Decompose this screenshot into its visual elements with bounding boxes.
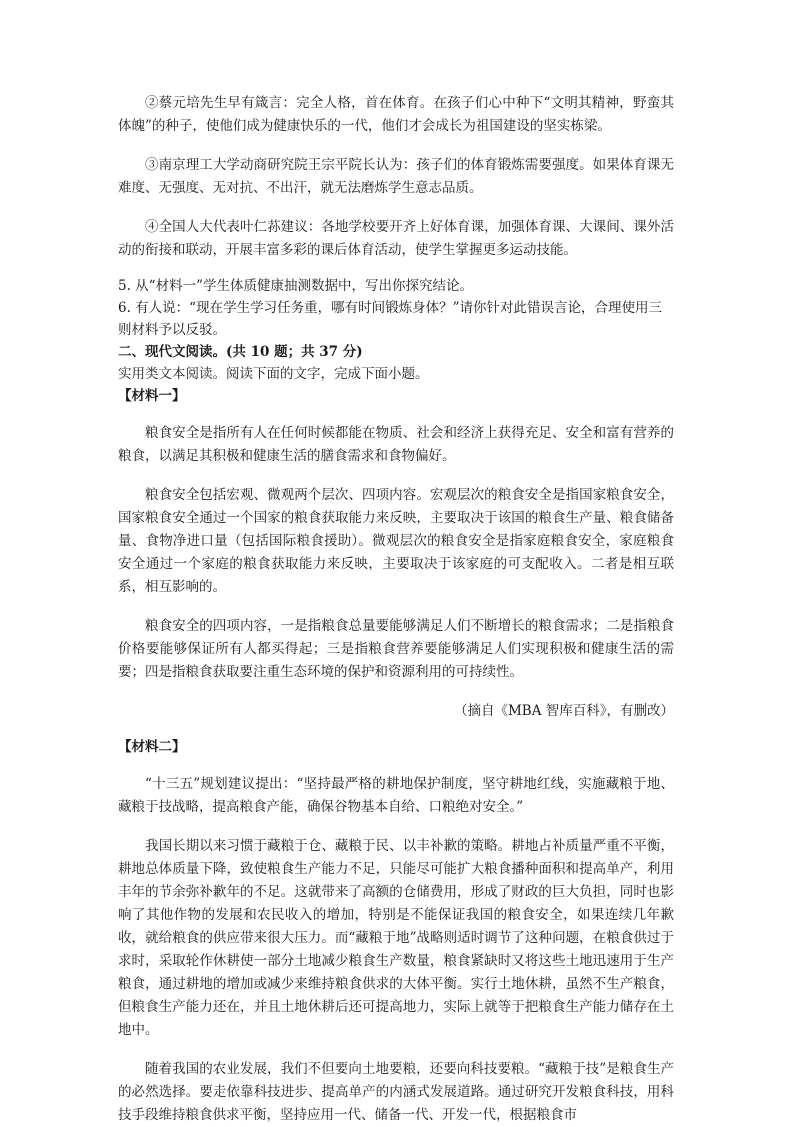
- question-6: 6. 有人说：“现在学生学习任务重，哪有时间锻炼身体？”请你针对此错误言论，合理使用三则材料予以反驳。: [118, 300, 662, 338]
- material2-paragraph-1: “十三五”规划建议提出：“坚持最严格的耕地保护制度，坚守耕地红线，实施藏粮于地、藏粮于技战略，提高粮食产能，确保谷物基本自给、口粮绝对安全。”: [118, 776, 674, 815]
- material-item-4: ④全国人大代表叶仁荪建议：各地学校要开齐上好体育课，加强体育课、大课间、课外活动的衔接和联动，开展丰富多彩的课后体育活动，使学生掌握更多运动技能。: [118, 219, 674, 258]
- material-item-2: ②蔡元培先生早有箴言：完全人格，首在体育。在孩子们心中种下“文明其精神，野蛮其体魄”的种子，使他们成为健康快乐的一代，他们才会成长为祖国建设的坚实栋梁。: [118, 95, 674, 134]
- document-page: [118, 92, 674, 1127]
- material2-title: 【材料二】: [118, 739, 186, 755]
- material1-paragraph-2: 粮食安全包括宏观、微观两个层次、四项内容。宏观层次的粮食安全是指国家粮食安全，国家粮食安全通过一个国家的粮食获取能力来反映，主要取决于该国的粮食生产量、粮食储备量、食物净进口量（包括国际粮食援助）。微观层次的粮食安全是指家庭粮食安全，家庭粮食安全通过一个家庭的粮食获取能力来反映，主要取决于该家庭的可支配收入。二者是相互联系，相互影响的。: [118, 487, 674, 595]
- material1-source: （摘自《MBA 智库百科》，有删改）: [453, 703, 674, 719]
- section-heading: 二、现代文阅读。(共 10 题；共 37 分): [118, 344, 363, 360]
- material-item-3: ③南京理工大学动商研究院王宗平院长认为：孩子们的体育锻炼需要强度。如果体育课无难度、无强度、无对抗、不出汗，就无法磨炼学生意志品质。: [118, 157, 674, 196]
- material1-paragraph-1: 粮食安全是指所有人在任何时候都能在物质、社会和经济上获得充足、安全和富有营养的粮食，以满足其积极和健康生活的膳食需求和食物偏好。: [118, 425, 674, 464]
- material1-title: 【材料一】: [118, 388, 186, 404]
- material2-paragraph-3: 随着我国的农业发展，我们不但要向土地要粮，还要向科技要粮。“藏粮于技”是粮食生产的必然选择。要走依靠科技进步、提高单产的内涵式发展道路。通过研究开发粮食科技，用科技手段维持粮食供求平衡，坚持应用一代、储备一代、开发一代，根据粮食市: [118, 1061, 674, 1123]
- material1-paragraph-3: 粮食安全的四项内容，一是指粮食总量要能够满足人们不断增长的粮食需求；二是指粮食价格要能够保证所有人都买得起；三是指粮食营养要能够满足人们实现积极和健康生活的需要；四是指粮食获取要注重生态环境的保护和资源利用的可持续性。: [118, 618, 674, 680]
- section-intro: 实用类文本阅读。阅读下面的文字，完成下面小题。: [118, 366, 429, 382]
- question-5: 5. 从“材料一”学生体质健康抽测数据中，写出你探究结论。: [118, 278, 473, 294]
- material2-paragraph-2: 我国长期以来习惯于藏粮于仓、藏粮于民、以丰补歉的策略。耕地占补质量严重不平衡，耕地总体质量下降，致使粮食生产能力不足，只能尽可能扩大粮食播种面积和提高单产，利用丰年的节余弥补歉年的不足。这就带来了高额的仓储费用，形成了财政的巨大负担，同时也影响了其他作物的发展和农民收入的增加，特别是不能保证我国的粮食安全，如果连续几年歉收，就给粮食的供应带来很大压力。而“藏粮于地”战略则适时调节了这种问题，在粮食供过于求时，采取轮作休耕使一部分土地减少粮食生产数量，粮食紧缺时又将这些土地迅速用于生产粮食，通过耕地的增加或减少来维持粮食供求的大体平衡。实行土地休耕，虽然不生产粮食，但粮食生产能力还在，并且土地休耕后还可提高地力，实际上就等于把粮食生产能力储存在土地中。: [118, 838, 674, 1038]
